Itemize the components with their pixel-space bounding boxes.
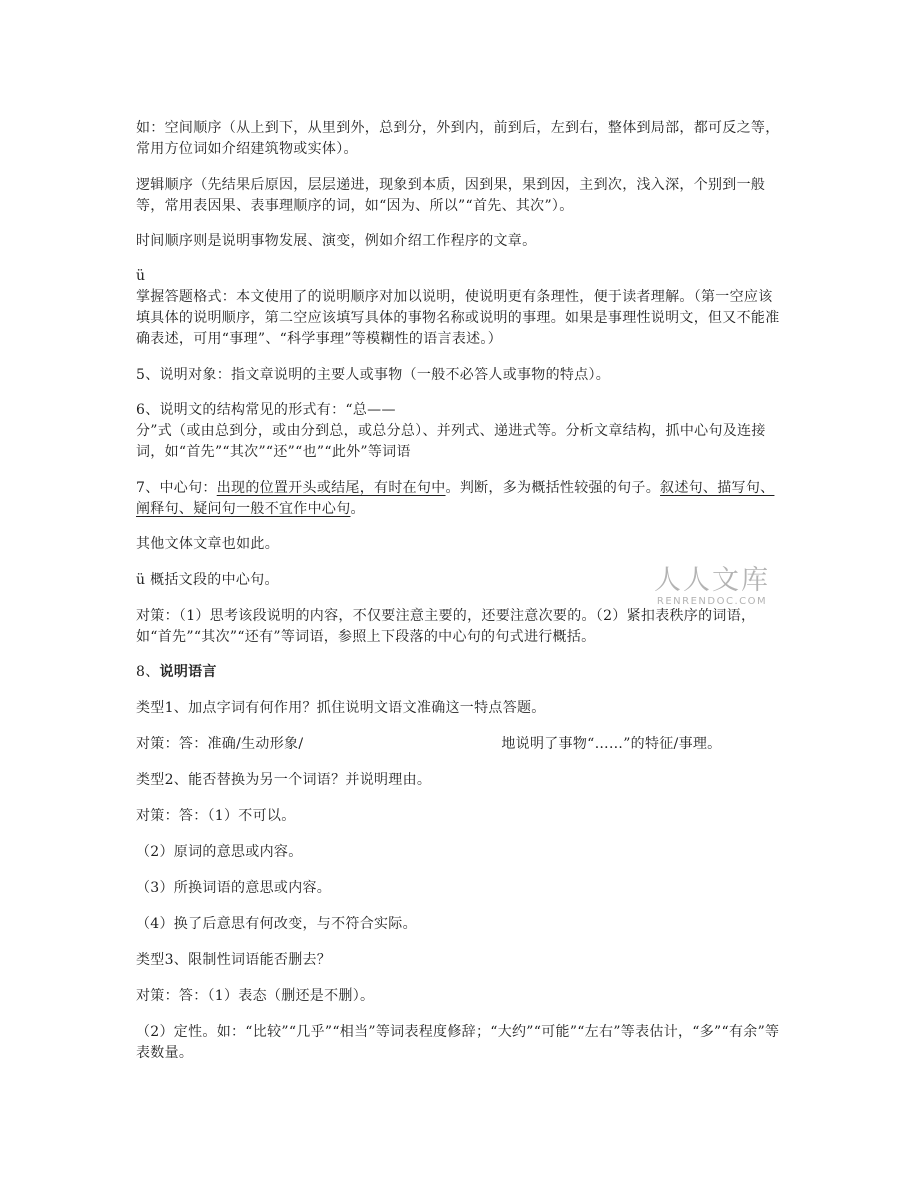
paragraph-answer-format: 掌握答题格式：本文使用了的说明顺序对加以说明，使说明更有条理性，便于读者理解。（第一空应该填具体的说明顺序，第二空应该填写具体的事物名称或说明的事理。如果是事理性说明文，但又不能准确表述，可用“事理”、“科学事理”等模糊性的语言表述。） <box>136 289 780 347</box>
watermark-main-text: 人人文库 <box>654 565 770 596</box>
paragraph-type-3: 类型3、限制性词语能否删去？ <box>136 952 332 968</box>
watermark-sub-text: RENRENDOC.COM <box>656 596 768 607</box>
paragraph-original-meaning: （2）原词的意思或内容。 <box>136 844 303 860</box>
central-sentence-position: 出现的位置开头或结尾，有时在句中 <box>216 480 446 496</box>
paragraph-summarize-central: ü 概括文段的中心句。 <box>136 572 279 588</box>
paragraph-time-order: 时间顺序则是说明事物发展、演变，例如介绍工作程序的文章。 <box>136 233 537 249</box>
paragraph-other-styles: 其他文体文章也如此。 <box>136 536 279 552</box>
central-sentence-end: 。 <box>350 501 365 517</box>
central-sentence-judgement: 。判断，多为概括性较强的句子。 <box>445 480 661 496</box>
bullet-marker: ü <box>136 268 146 284</box>
section-number: 8、 <box>136 664 160 680</box>
central-sentence-label: 7、中心句： <box>136 480 217 496</box>
paragraph-meaning-change: （4）换了后意思有何改变，与不符合实际。 <box>136 916 417 932</box>
paragraph-strategy-summarize: 对策：（1）思考该段说明的内容，不仅要注意主要的，还要注意次要的。（2）紧扣表秩序的词语，如“首先”“其次”“还有”等词语，参照上下段落的中心句的句式进行概括。 <box>136 608 756 645</box>
paragraph-explained-object: 5、说明对象：指文章说明的主要人或事物（一般不必答人或事物的特点）。 <box>136 367 611 383</box>
paragraph-spatial-order: 如：空间顺序（从上到下，从里到外，总到分，外到内，前到后，左到右，整体到局部，都可反之等，常用方位词如介绍建筑物或实体）。 <box>136 120 780 157</box>
paragraph-strategy-type-1 <box>136 734 786 755</box>
strategy-type-1-start: 对策：答：准确/生动形象/ <box>136 736 304 752</box>
paragraph-type-2: 类型2、能否替换为另一个词语？并说明理由。 <box>136 772 432 788</box>
paragraph-type-1: 类型1、加点字词有何作用？抓住说明文语文准确这一特点答题。 <box>136 700 546 716</box>
paragraph-strategy-type-3: 对策：答：（1）表态（删还是不删）。 <box>136 988 375 1004</box>
paragraph-replacement-meaning: （3）所换词语的意思或内容。 <box>136 880 332 896</box>
section-heading-language <box>136 662 786 683</box>
central-sentence-exclusions: 叙述句、描写句、阐释句、疑问句一般不宜作中心句 <box>136 480 775 517</box>
strategy-type-1-end: 地说明了事物“……”的特征/事理。 <box>501 736 722 752</box>
paragraph-structure <box>136 400 786 463</box>
structure-line-rest: 分”式（或由总到分，或由分到总，或总分总）、并列式、递进式等。分析文章结构，抓中心句及连接词，如“首先”“其次”“还”“也”“此外”等词语 <box>136 423 766 460</box>
paragraph-qualification: （2）定性。如：“比较”“几乎”“相当”等词表程度修辞；“大约”“可能”“左右”等表估计，“多”“有余”等表数量。 <box>136 1024 780 1061</box>
paragraph-strategy-type-2: 对策：答：（1）不可以。 <box>136 808 296 824</box>
structure-line-1: 6、说明文的结构常见的形式有：“总—— <box>136 402 396 418</box>
paragraph-logical-order: 逻辑顺序（先结果后原因，层层递进，现象到本质，因到果，果到因，主到次，浅入深，个别到一般等，常用表因果、表事理顺序的词，如“因为、所以”“首先、其次”）。 <box>136 177 766 214</box>
paragraph-central-sentence <box>136 478 786 520</box>
section-title: 说明语言 <box>159 664 217 680</box>
